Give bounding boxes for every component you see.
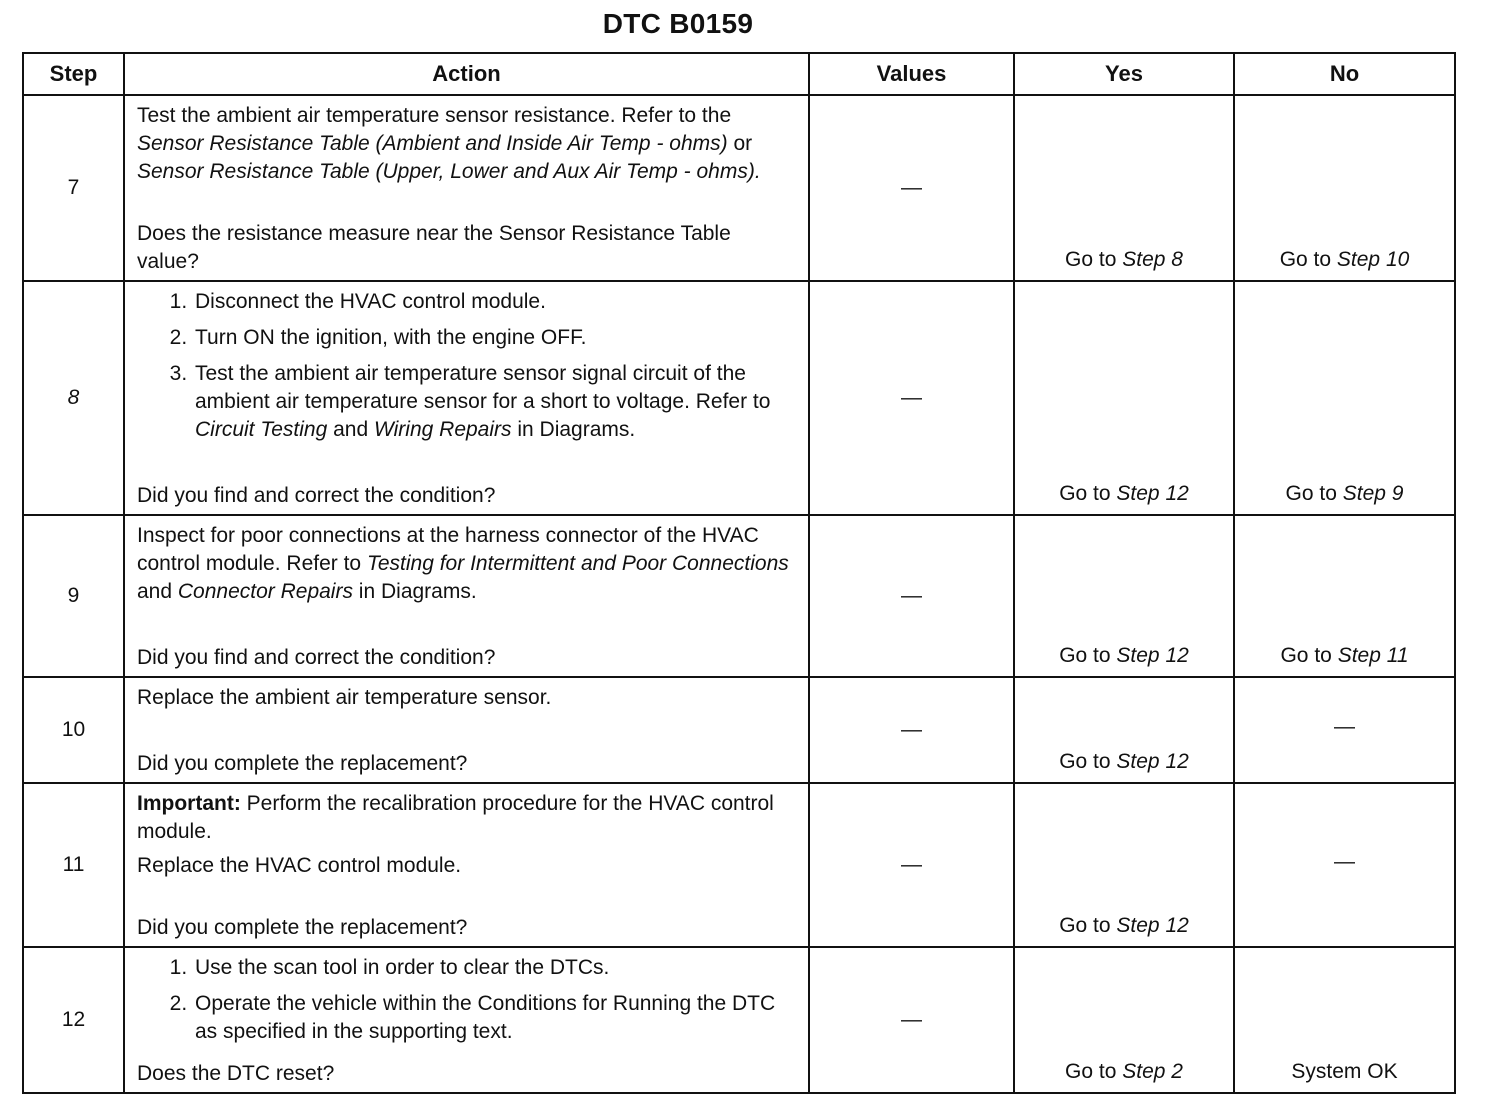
no-cell [1234,783,1455,947]
no-result-text: — [1334,715,1355,738]
go-to-prefix: Go to [1059,914,1111,937]
step-cell [23,783,124,947]
action-question: Did you complete the replacement? [137,752,468,775]
go-to-step: Step 8 [1122,248,1183,271]
action-step-item [193,360,796,444]
table-row [23,281,1455,515]
text-run: Connector Repairs [177,580,353,603]
values-cell: — [809,281,1014,515]
header-values: Values [809,53,1014,95]
no-cell [1234,281,1455,515]
go-to-step: Step 12 [1116,914,1189,937]
step-cell [23,281,124,515]
go-to-step: Step 12 [1116,750,1189,773]
text-run: Testing for Intermittent and Poor Connections [366,552,789,575]
no-cell [1234,515,1455,677]
go-to-step: Step 2 [1122,1060,1183,1083]
text-run: Sensor Resistance Table (Ambient and Inside Air Temp - ohms) [137,132,728,155]
action-step-item [193,288,796,316]
text-run: Perform the recalibration procedure for the HVAC control module. [137,792,774,843]
table-row [23,783,1455,947]
go-to-step: Step 9 [1342,482,1404,505]
yes-cell [1014,515,1234,677]
action-step-item [193,324,796,352]
go-to-prefix: Go to [1065,1060,1117,1083]
action-cell [124,677,809,783]
text-run: in Diagrams. [511,418,636,441]
action-content [137,288,796,510]
action-paragraph [137,684,796,712]
step-cell [23,677,124,783]
go-to-step: Step 10 [1336,248,1410,271]
header-row [23,53,1455,95]
go-to-prefix: Go to [1279,248,1332,271]
go-to-prefix: Go to [1059,482,1111,505]
text-run: Wiring Repairs [374,418,512,441]
text-run: and [137,580,178,603]
action-paragraph [137,852,796,880]
table-row [23,677,1455,783]
table-row [23,947,1455,1093]
header-no: No [1234,53,1455,95]
go-to-prefix: Go to [1285,482,1337,505]
go-to-step: Step 12 [1116,482,1189,505]
header-action: Action [124,53,809,95]
text-run: Circuit Testing [195,418,328,441]
action-cell [124,947,809,1093]
go-to-step: Step 11 [1337,644,1409,667]
yes-cell [1014,947,1234,1093]
action-question: Did you find and correct the condition? [137,646,496,669]
values-cell: — [809,677,1014,783]
header-yes: Yes [1014,53,1234,95]
yes-cell [1014,783,1234,947]
go-to-step: Step 12 [1116,644,1189,667]
step-number: 12 [61,1008,86,1031]
text-run: Important: [137,792,241,815]
table-row [23,515,1455,677]
text-run: Test the ambient air temperature sensor resistance. Refer to the [137,104,732,127]
text-run: Disconnect the HVAC control module. [195,290,546,313]
values-cell: — [809,95,1014,281]
action-step-item [193,954,796,982]
action-content [137,790,796,942]
go-to-prefix: Go to [1059,644,1111,667]
text-run: Sensor Resistance Table (Upper, Lower and Aux Air Temp - ohms). [137,160,761,183]
diagnostic-table [22,52,1456,1094]
step-number: 8 [67,386,80,409]
action-content [137,102,796,276]
table-row [23,95,1455,281]
step-number: 11 [62,853,85,876]
text-run: Test the ambient air temperature sensor signal circuit of the ambient air temperature sensor for a short to voltage. Refer to [195,362,771,413]
text-run: Turn ON the ignition, with the engine OFF. [195,326,587,349]
yes-cell [1014,95,1234,281]
action-content [137,954,796,1088]
go-to-prefix: Go to [1065,248,1117,271]
no-cell [1234,95,1455,281]
step-cell [23,947,124,1093]
action-paragraph [137,522,796,606]
action-cell [124,95,809,281]
action-content [137,684,796,778]
action-paragraph [137,790,796,846]
action-step-item [193,990,796,1046]
text-run: Replace the HVAC control module. [137,854,462,877]
action-question: Does the DTC reset? [137,1062,335,1085]
step-number: 9 [67,584,80,607]
step-cell [23,515,124,677]
values-cell: — [809,947,1014,1093]
text-run: in Diagrams. [352,580,477,603]
step-number: 10 [61,718,86,741]
action-cell [124,281,809,515]
action-cell [124,783,809,947]
action-steps-list [137,288,796,452]
no-cell [1234,677,1455,783]
text-run: Inspect for poor connections at the harness connector of the HVAC control module. Refer to [137,524,759,575]
action-question: Did you complete the replacement? [137,916,468,939]
no-cell [1234,947,1455,1093]
page-title: DTC B0159 [602,8,754,39]
step-number: 7 [67,176,80,199]
go-to-prefix: Go to [1280,644,1332,667]
text-run: Replace the ambient air temperature sensor. [137,686,552,709]
action-cell [124,515,809,677]
yes-cell [1014,677,1234,783]
text-run: Use the scan tool in order to clear the DTCs. [195,956,610,979]
action-paragraph [137,102,796,186]
values-cell: — [809,515,1014,677]
go-to-prefix: Go to [1059,750,1111,773]
no-result-text: System OK [1291,1060,1398,1083]
text-run: and [327,418,374,441]
no-result-text: — [1334,850,1355,873]
action-question: Did you find and correct the condition? [137,484,496,507]
values-cell: — [809,783,1014,947]
text-run: or [727,132,753,155]
header-step: Step [23,53,124,95]
action-content [137,522,796,672]
step-cell [23,95,124,281]
action-question: Does the resistance measure near the Sensor Resistance Table value? [137,222,731,273]
yes-cell [1014,281,1234,515]
text-run: Operate the vehicle within the Conditions for Running the DTC as specified in the supporting text. [195,992,776,1043]
action-steps-list [137,954,796,1054]
